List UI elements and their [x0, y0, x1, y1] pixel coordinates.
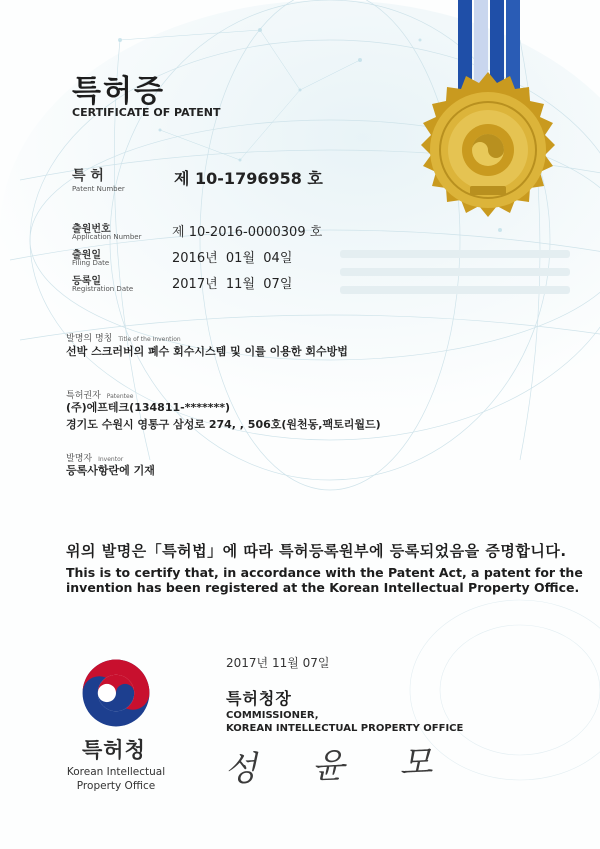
patentee-name: (주)에프테크(134811-*******) [66, 401, 230, 414]
invention-title: 선박 스크러버의 폐수 회수시스템 및 이를 이용한 회수방법 [66, 345, 348, 358]
kipo-name-en-2: Property Office [76, 780, 156, 792]
invention-label-en: Title of the Invention [118, 336, 181, 343]
filing-date-value: 2016년 01월 04일 [172, 251, 293, 266]
patentee-label: 특허권자 [66, 391, 101, 401]
application-number-value: 제 10-2016-0000309 호 [172, 225, 323, 240]
commissioner-signature: 성 윤 모 [223, 741, 455, 791]
patentee-label-en: Patentee [106, 393, 134, 400]
kipo-name-en-1: Korean Intellectual [66, 766, 166, 778]
patent-number-label: 특 허 [72, 168, 104, 184]
official-seal [400, 0, 580, 240]
registration-date-label-en: Registration Date [72, 285, 134, 293]
invention-label: 발명의 명칭 [66, 334, 113, 344]
registration-date-value: 2017년 11월 07일 [172, 277, 293, 292]
certificate-title-en: CERTIFICATE OF PATENT [72, 106, 221, 119]
patentee-address: 경기도 수원시 영통구 삼성로 274, , 506호(원천동,팩토리월드) [66, 418, 381, 431]
certificate-title: 특허증 [72, 74, 165, 109]
certification-text-ko: 위의 발명은「특허법」에 따라 특허등록원부에 등록되었음을 증명합니다. [66, 542, 567, 560]
patent-number-label-en: Patent Number [72, 185, 125, 193]
application-number-label: 출원번호 [72, 224, 111, 235]
filing-date-label: 출원일 [72, 250, 101, 261]
filing-date-label-en: Filing Date [72, 259, 110, 267]
application-number-label-en: Application Number [72, 233, 142, 241]
inventor-value: 등록사항란에 기재 [66, 464, 155, 477]
certification-text-en: This is to certify that, in accordance with the Patent Act, a patent for the invention has been registered at the Korean Intellectual Property Office. [66, 565, 583, 595]
kipo-emblem-icon [78, 655, 154, 731]
commissioner-title-en-1: COMMISSIONER, [226, 710, 319, 721]
inventor-label-en: Inventor [98, 456, 124, 463]
commissioner-title-en-2: KOREAN INTELLECTUAL PROPERTY OFFICE [226, 723, 464, 734]
kipo-name-ko: 특허청 [82, 738, 146, 762]
inventor-label: 발명자 [66, 454, 93, 464]
patent-number-value: 제 10-1796958 호 [174, 169, 323, 188]
registration-date-label: 등록일 [72, 276, 101, 287]
issue-date: 2017년 11월 07일 [226, 656, 330, 670]
commissioner-title-ko: 특허청장 [226, 689, 292, 708]
